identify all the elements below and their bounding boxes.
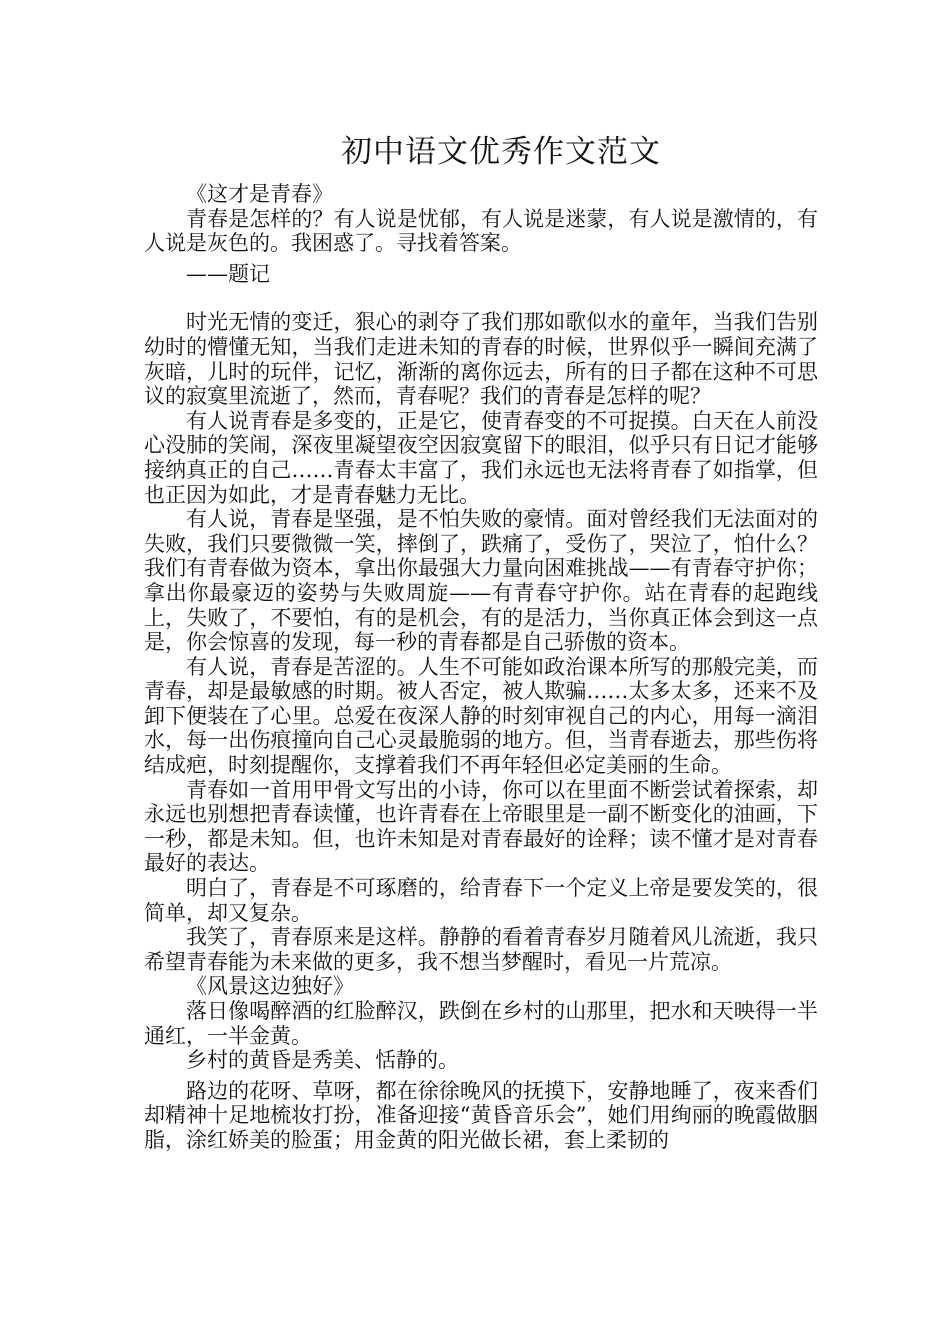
paragraph: 有人说，青春是苦涩的。人生不可能如政治课本所写的那般完美，而青春，却是最敏感的时期。被人否定，被人欺骗……太多太多，还来不及卸下便装在了心里。总爱在夜深人静的时刻审视自己的内心，用每一滴泪水，每一出伤痕撞向自己心灵最脆弱的地方。但，当青春逝去，那些伤将结成疤，时刻提醒你，支撑着我们不再年轻但必定美丽的生命。 xyxy=(144,654,818,778)
document-page xyxy=(144,128,818,1153)
paragraph: 明白了，青春是不可琢磨的，给青春下一个定义上帝是要发笑的，很简单，却又复杂。 xyxy=(144,876,818,925)
essay-subtitle: 《风景这边独好》 xyxy=(186,974,354,999)
paragraph: 落日像喝醉酒的红脸醉汉，跌倒在乡村的山那里，把水和天映得一半通红，一半金黄。 xyxy=(144,999,818,1048)
essay-body xyxy=(144,182,818,1153)
paragraph: 路边的花呀、草呀，都在徐徐晚风的抚摸下，安静地睡了，夜来香们却精神十足地梳妆打扮，准备迎接“黄昏音乐会”，她们用绚丽的晚霞做胭脂，涂红娇美的脸蛋；用金黄的阳光做长裙，套上柔韧的 xyxy=(144,1078,818,1152)
paragraph: 乡村的黄昏是秀美、恬静的。 xyxy=(186,1048,459,1073)
paragraph: 有人说，青春是坚强，是不怕失败的豪情。面对曾经我们无法面对的失败，我们只要微微一笑，摔倒了，跌痛了，受伤了，哭泣了，怕什么？我们有青春做为资本，拿出你最强大力量向困难挑战——有青春守护你；拿出你最豪迈的姿势与失败周旋——有青春守护你。站在青春的起跑线上，失败了，不要怕，有的是机会，有的是活力，当你真正体会到这一点是，你会惊喜的发现，每一秒的青春都是自己骄傲的资本。 xyxy=(144,507,818,655)
paragraph: 有人说青春是多变的，正是它，使青春变的不可捉摸。白天在人前没心没肺的笑闹，深夜里凝望夜空因寂寞留下的眼泪，似乎只有日记才能够接纳真正的自己……青春太丰富了，我们永远也无法将青春了如指掌，但也正因为如此，才是青春魅力无比。 xyxy=(144,408,818,507)
paragraph: 时光无情的变迁，狠心的剥夺了我们那如歌似水的童年，当我们告别幼时的懵懂无知，当我们走进未知的青春的时候，世界似乎一瞬间充满了灰暗，儿时的玩伴，记忆，渐渐的离你远去，所有的日子都在这种不可思议的寂寞里流逝了，然而，青春呢？我们的青春是怎样的呢？ xyxy=(144,310,818,409)
essay-subtitle: 《这才是青春》 xyxy=(186,182,333,206)
paragraph: 我笑了，青春原来是这样。静静的看着青春岁月随着风儿流逝，我只希望青春能为未来做的更多，我不想当梦醒时，看见一片荒凉。 xyxy=(144,925,818,974)
paragraph: 青春是怎样的？有人说是忧郁，有人说是迷蒙，有人说是激情的，有人说是灰色的。我困惑了。寻找着答案。 xyxy=(144,206,818,256)
document-title: 初中语文优秀作文范文 xyxy=(341,134,661,170)
epigraph-signature: ——题记 xyxy=(186,261,270,286)
paragraph: 青春如一首用甲骨文写出的小诗，你可以在里面不断尝试着探索，却永远也别想把青春读懂，也许青春在上帝眼里是一副不断变化的油画，下一秒，都是未知。但，也许未知是对青春最好的诠释；读不懂才是对青春最好的表达。 xyxy=(144,777,818,876)
